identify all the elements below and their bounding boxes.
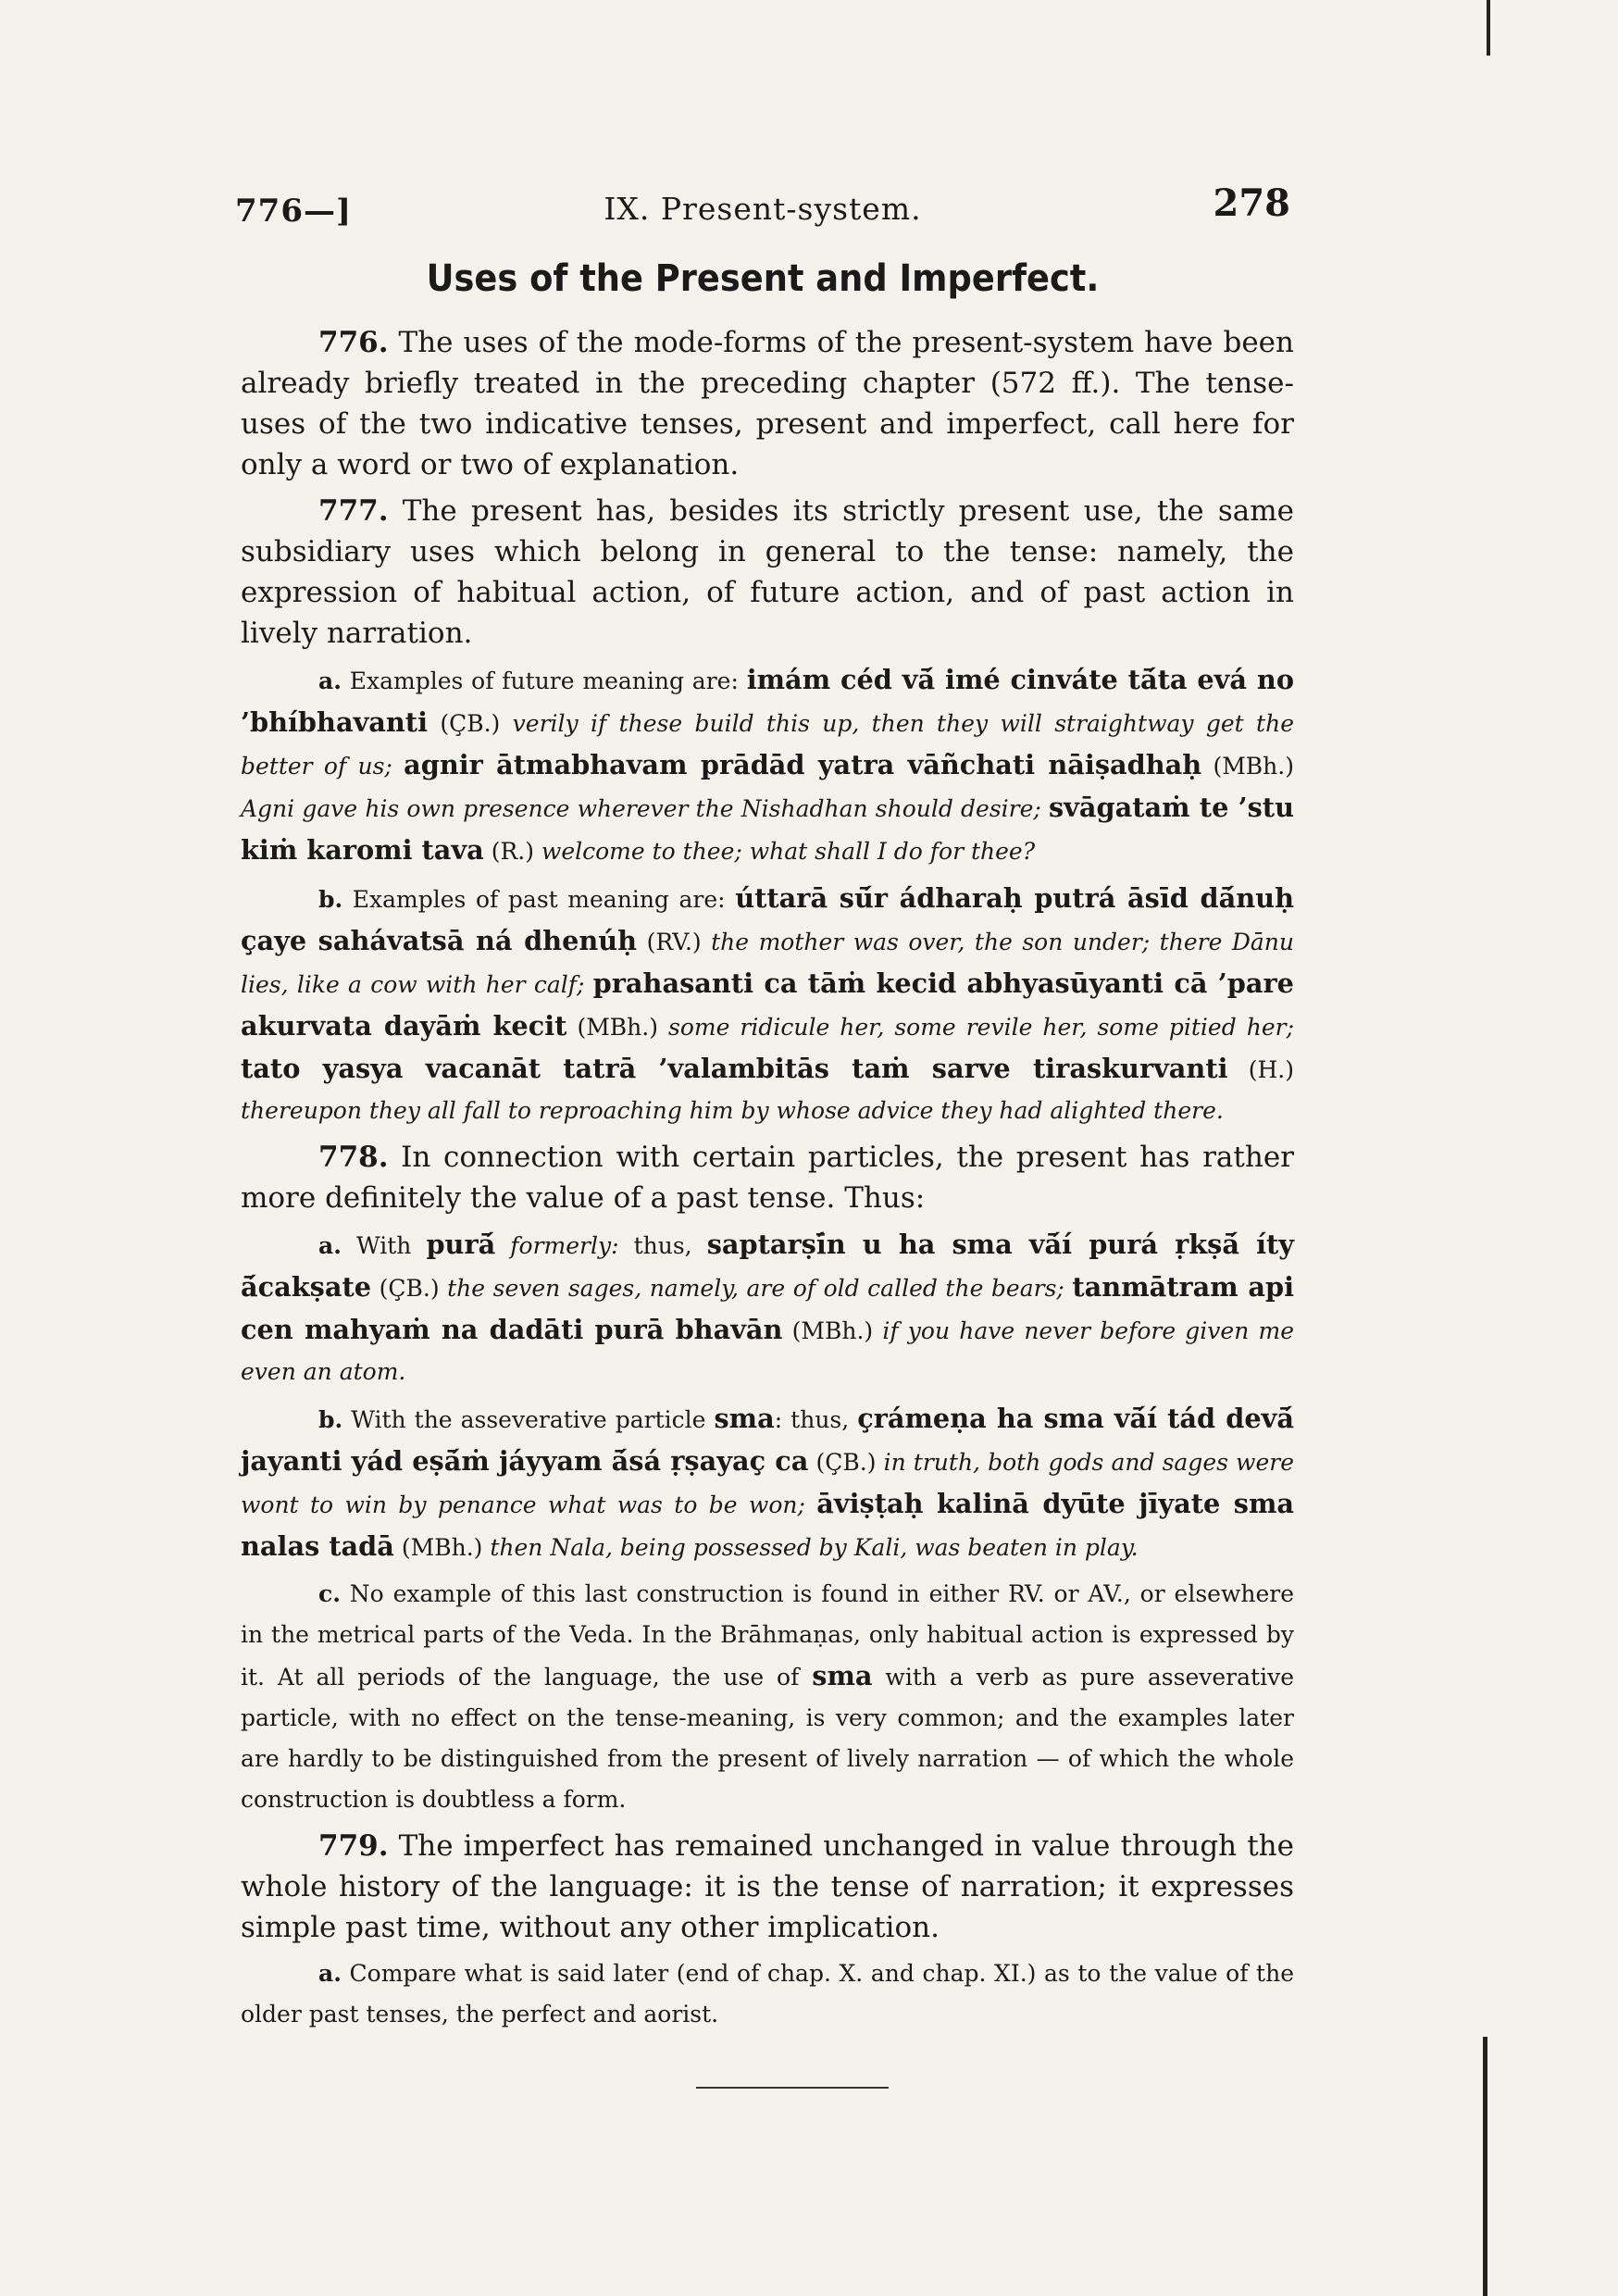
sanskrit-text: tanmātram api cen mahyaṁ na dadāti purā bhavān bbox=[241, 1271, 1294, 1345]
text-run: (MBh.) bbox=[782, 1317, 883, 1344]
text-run: Compare what is said later (end of chap. X. and chap. XI.) as to the value of the older past tenses, the perfect and aorist. bbox=[241, 1960, 1294, 2028]
section-title: Uses of the Present and Imperfect. bbox=[426, 257, 1100, 300]
page-number: 278 bbox=[1213, 181, 1290, 225]
translation-text: if you have never before given me even an atom. bbox=[241, 1317, 1294, 1385]
sanskrit-text: saptarṣī́n u ha sma vā́í purá ṛkṣā́ íty ā́cakṣate bbox=[241, 1229, 1295, 1303]
text-run: (MBh.) bbox=[566, 1014, 668, 1041]
text-run: (MBh.) bbox=[393, 1534, 491, 1561]
text-run: (R.) bbox=[483, 838, 541, 865]
text-run: With the asseverative particle bbox=[342, 1406, 715, 1433]
text-run: : thus, bbox=[774, 1406, 858, 1433]
sanskrit-text: çrámeṇa ha sma vā́í tád devā́ jayanti yád eṣā́ṁ jáyyam ā́sá ṛṣayaç ca bbox=[241, 1403, 1294, 1477]
text-run: with a verb as pure asseverative particle, with no effect on the tense-meaning, is very common; and the examples later are hardly to be distinguished from the present of lively narration — of which the whole construction is doubtless a form. bbox=[241, 1664, 1294, 1813]
text-run: In connection with certain particles, the present has rather more definitely the value of a past tense. Thus: bbox=[241, 1141, 1294, 1215]
translation-text: thereupon they all fall to reproaching him by whose advice they had alighted there. bbox=[241, 1097, 1224, 1124]
sanskrit-text: āviṣṭaḥ kalinā dyūte jīyate sma nalas tadā bbox=[241, 1488, 1294, 1562]
paragraph-number: a. bbox=[318, 1232, 342, 1259]
sanskrit-text: prahasanti ca tāṁ kecid abhyasūyanti cā ’pare akurvata dayāṁ kecit bbox=[241, 967, 1294, 1042]
sanskrit-text: tato yasya vacanāt tatrā ’valambitās taṁ sarve tiraskurvanti bbox=[241, 1053, 1228, 1084]
paragraph bbox=[241, 878, 1294, 1131]
sanskrit-text: svāgataṁ te ’stu kiṁ karomi tava bbox=[241, 792, 1294, 866]
text-run: No example of this last construction is found in either RV. or AV., or elsewhere in the metrical parts of the Veda. In the Brāhmaṇas, only habitual action is expressed by it. At all periods of the language, the use of bbox=[241, 1580, 1294, 1691]
paragraph bbox=[241, 1137, 1294, 1218]
translation-text: in truth, both gods and sages were wont to win by penance what was to be won; bbox=[241, 1449, 1294, 1518]
sanskrit-text: imám céd vā́ imé cinváte tā́ta evá no ’bhíbhavanti bbox=[241, 664, 1294, 738]
text-run bbox=[392, 753, 404, 780]
section-reference: 776—] bbox=[235, 193, 353, 230]
translation-text: then Nala, being possessed by Kali, was beaten in play. bbox=[490, 1534, 1139, 1561]
paragraph bbox=[241, 1953, 1294, 2035]
text-run: Examples of past meaning are: bbox=[342, 886, 736, 913]
paragraph bbox=[241, 659, 1294, 872]
translation-text: some ridicule her, some revile her, some pitied her; bbox=[668, 1014, 1295, 1041]
paragraph-number: b. bbox=[318, 886, 343, 913]
paragraph bbox=[241, 1224, 1294, 1392]
translation-text: verily if these build this up, then they will straightway get the better of us; bbox=[241, 710, 1294, 780]
text-run: The present has, besides its strictly present use, the same subsidiary uses which belong in general to the tense: namely, the expression of habitual action, of future action, and of past action in lively narration. bbox=[241, 494, 1294, 650]
paragraph bbox=[241, 1574, 1294, 1820]
translation-text: formerly: bbox=[510, 1232, 619, 1259]
translation-text: Agni gave his own presence wherever the Nishadhan should desire; bbox=[241, 795, 1041, 822]
paragraph bbox=[241, 1398, 1294, 1568]
paragraph-number: 779. bbox=[318, 1829, 389, 1863]
text-run: (RV.) bbox=[637, 929, 712, 955]
sanskrit-text: purā́ bbox=[426, 1229, 496, 1260]
paragraph-number: b. bbox=[318, 1406, 343, 1433]
text-run bbox=[495, 1232, 510, 1259]
scan-edge-mark-bottom bbox=[1483, 2037, 1487, 2296]
text-run: (ÇB.) bbox=[808, 1449, 884, 1476]
end-rule bbox=[696, 2087, 889, 2089]
sanskrit-text: agnir ātmabhavam prādād yatra vāñchati nāiṣadhaḥ bbox=[404, 749, 1202, 780]
sanskrit-text: úttarā sū́r ádharaḥ putrá āsīd dā́nuḥ çaye sahávatsā ná dhenúḥ bbox=[241, 882, 1294, 956]
paragraph bbox=[241, 322, 1294, 485]
sanskrit-text: sma bbox=[812, 1660, 873, 1691]
paragraph-number: a. bbox=[318, 1960, 342, 1987]
text-run: Examples of future meaning are: bbox=[341, 668, 747, 694]
running-header bbox=[235, 181, 1290, 233]
paragraph-number: a. bbox=[318, 668, 342, 694]
paragraph-number: 776. bbox=[318, 326, 389, 359]
paragraph-number: c. bbox=[318, 1580, 341, 1607]
scan-edge-mark-top bbox=[1487, 0, 1490, 56]
text-run bbox=[805, 1491, 816, 1518]
translation-text: the seven sages, namely, are of old called the bears; bbox=[447, 1275, 1064, 1302]
text-run: (ÇB.) bbox=[428, 710, 513, 737]
translation-text: the mother was over, the son under; there Dānu lies, like a cow with her calf; bbox=[241, 929, 1295, 998]
text-run: (H.) bbox=[1227, 1056, 1294, 1083]
paragraph-number: 778. bbox=[318, 1141, 389, 1174]
chapter-heading: IX. Present-system. bbox=[604, 191, 922, 227]
text-run: (MBh.) bbox=[1201, 753, 1294, 780]
text-run: (ÇB.) bbox=[371, 1275, 448, 1302]
text-run bbox=[584, 971, 592, 998]
paragraph bbox=[241, 491, 1294, 654]
text-run: The uses of the mode-forms of the present-system have been already briefly treated in the preceding chapter (572 ff.). The tense-uses of the two indicative tenses, present and imperfect, call here for only a word or two of explanation. bbox=[241, 326, 1294, 481]
paragraph-number: 777. bbox=[318, 494, 389, 528]
translation-text: welcome to thee; what shall I do for thee? bbox=[541, 838, 1036, 865]
text-run: thus, bbox=[618, 1232, 707, 1259]
paragraph bbox=[241, 1826, 1294, 1948]
text-run: The imperfect has remained unchanged in value through the whole history of the language: it is the tense of narration; it expresses simple past time, without any other implication. bbox=[241, 1829, 1294, 1944]
sanskrit-text: sma bbox=[714, 1403, 775, 1434]
text-run bbox=[1041, 795, 1049, 822]
body-text bbox=[241, 322, 1294, 2040]
text-run: With bbox=[341, 1232, 427, 1259]
